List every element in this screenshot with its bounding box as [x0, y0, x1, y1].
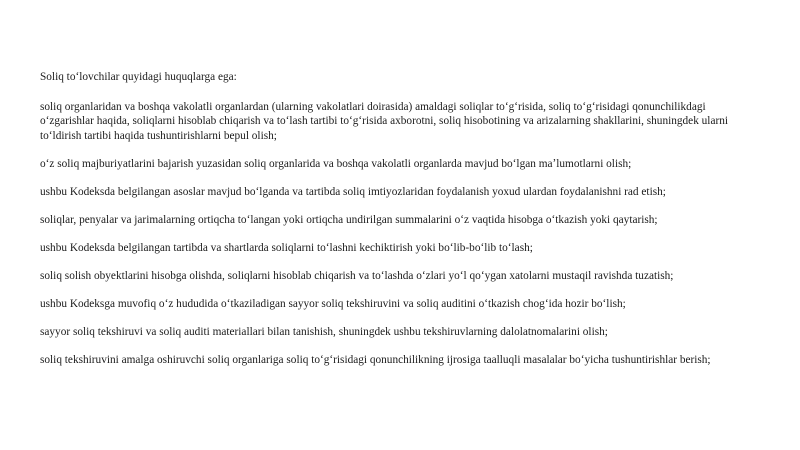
paragraph-6: soliq solish obyektlarini hisobga olishda, soliqlarni hisoblab chiqarish va toʻlashda oʻzlari yoʻl qoʻygan xatolarni mustaqil ravishda tuzatish; [40, 269, 674, 282]
paragraph-2: oʻz soliq majburiyatlarini bajarish yuzasidan soliq organlarida va boshqa vakolatli organlarda mavjud boʻlgan maʼlumotlarni olish; [40, 157, 632, 170]
intro-text: Soliq toʻlovchilar quyidagi huquqlarga ega: [40, 71, 237, 83]
paragraph-8: sayyor soliq tekshiruvi va soliq auditi materiallari bilan tanishish, shuningdek ushbu tekshiruvlarning dalolatnomalarini olish; [40, 325, 608, 338]
paragraph-1: soliq organlaridan va boshqa vakolatli organlardan (ularning vakolatlari doirasida) amaldagi soliqlar toʻgʻrisida, soliq toʻgʻrisidagi qonunchilikdagi oʻzgarishlar haqida, soliqlarni hisoblab chiqarish va toʻlash tartibi toʻgʻrisida axborotni, soliq hisobotining va arizalarning shakllarini, shuningdek ularni toʻldirish tartibi haqida tushuntirishlarni bepul olish; [40, 100, 729, 142]
document-body [40, 70, 760, 381]
paragraph-7: ushbu Kodeksga muvofiq oʻz hududida oʻtkaziladigan sayyor soliq tekshiruvini va soliq auditini oʻtkazish chogʻida hozir boʻlish; [40, 297, 626, 310]
paragraph-3: ushbu Kodeksda belgilangan asoslar mavjud boʻlganda va tartibda soliq imtiyozlaridan foydalanish yoxud ulardan foydalanishni rad etish; [40, 185, 666, 198]
paragraph-4: soliqlar, penyalar va jarimalarning ortiqcha toʻlangan yoki ortiqcha undirilgan summalarini oʻz vaqtida hisobga oʻtkazish yoki qaytarish; [40, 213, 658, 226]
paragraph-5: ushbu Kodeksda belgilangan tartibda va shartlarda soliqlarni toʻlashni kechiktirish yoki boʻlib-boʻlib toʻlash; [40, 241, 533, 254]
paragraph-9: soliq tekshiruvini amalga oshiruvchi soliq organlariga soliq toʻgʻrisidagi qonunchilikning ijrosiga taalluqli masalalar boʻyicha tushuntirishlar berish; [40, 353, 711, 366]
